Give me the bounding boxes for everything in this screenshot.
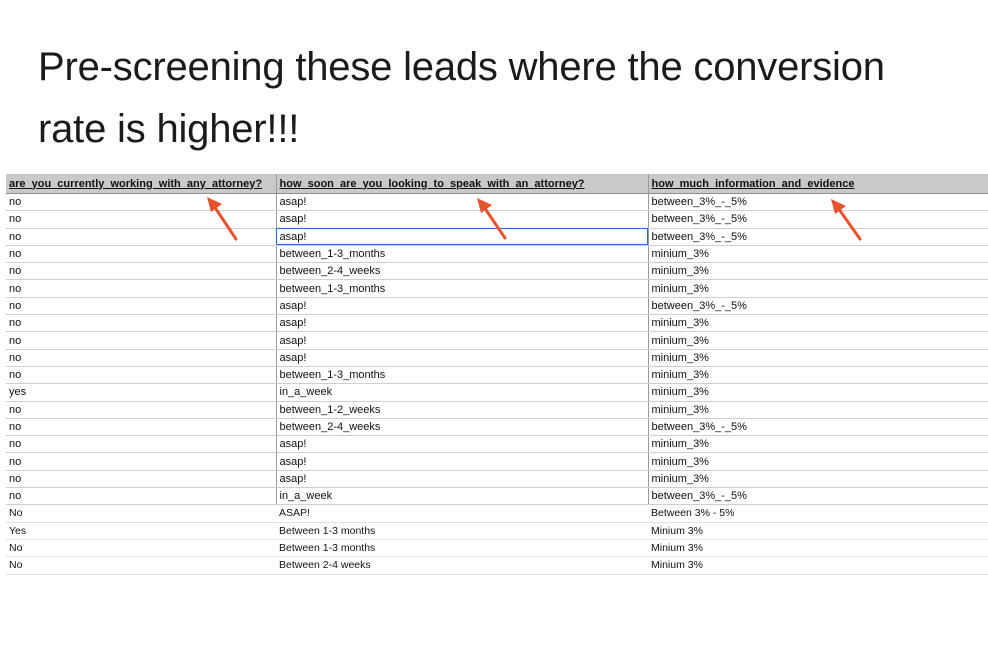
cell-attorney[interactable]: no bbox=[6, 470, 276, 487]
cell-attorney[interactable]: no bbox=[6, 349, 276, 366]
cell-how-soon[interactable]: between_1-3_months bbox=[276, 245, 648, 262]
cell-information[interactable]: Between 3% - 5% bbox=[648, 505, 988, 522]
cell-attorney[interactable]: no bbox=[6, 245, 276, 262]
cell-information[interactable]: between_3%_-_5% bbox=[648, 194, 988, 211]
cell-how-soon[interactable]: asap! bbox=[276, 228, 648, 245]
cell-how-soon[interactable]: in_a_week bbox=[276, 488, 648, 505]
table-row bbox=[6, 488, 988, 505]
table-row bbox=[6, 245, 988, 262]
cell-attorney[interactable]: no bbox=[6, 453, 276, 470]
cell-attorney[interactable]: no bbox=[6, 297, 276, 314]
headline-line-1: Pre-screening these leads where the conversion bbox=[38, 45, 885, 89]
cell-information[interactable]: between_3%_-_5% bbox=[648, 488, 988, 505]
cell-how-soon[interactable]: Between 1-3 months bbox=[276, 539, 648, 556]
table-row bbox=[6, 263, 988, 280]
cell-information[interactable]: between_3%_-_5% bbox=[648, 297, 988, 314]
cell-how-soon[interactable]: asap! bbox=[276, 332, 648, 349]
table-row bbox=[6, 315, 988, 332]
table-row bbox=[6, 211, 988, 228]
cell-how-soon[interactable]: between_2-4_weeks bbox=[276, 263, 648, 280]
cell-how-soon[interactable]: asap! bbox=[276, 194, 648, 211]
cell-information[interactable]: minium_3% bbox=[648, 245, 988, 262]
table-row bbox=[6, 384, 988, 401]
cell-attorney[interactable]: No bbox=[6, 539, 276, 556]
cell-information[interactable]: minium_3% bbox=[648, 280, 988, 297]
cell-how-soon[interactable]: asap! bbox=[276, 211, 648, 228]
cell-attorney[interactable]: No bbox=[6, 557, 276, 574]
column-header-information[interactable]: how_much_information_and_evidence bbox=[648, 174, 988, 194]
cell-information[interactable]: minium_3% bbox=[648, 470, 988, 487]
cell-attorney[interactable]: no bbox=[6, 211, 276, 228]
header-row bbox=[6, 174, 988, 194]
cell-attorney[interactable]: yes bbox=[6, 384, 276, 401]
cell-information[interactable]: minium_3% bbox=[648, 453, 988, 470]
cell-how-soon[interactable]: Between 1-3 months bbox=[276, 522, 648, 539]
headline-line-2: rate is higher!!! bbox=[38, 107, 300, 151]
table-row bbox=[6, 228, 988, 245]
cell-how-soon[interactable]: Between 2-4 weeks bbox=[276, 557, 648, 574]
cell-information[interactable]: minium_3% bbox=[648, 401, 988, 418]
table-row bbox=[6, 453, 988, 470]
cell-information[interactable]: minium_3% bbox=[648, 366, 988, 383]
cell-attorney[interactable]: no bbox=[6, 315, 276, 332]
leads-table bbox=[6, 174, 988, 575]
cell-how-soon[interactable]: between_1-2_weeks bbox=[276, 401, 648, 418]
cell-how-soon[interactable]: asap! bbox=[276, 315, 648, 332]
table-row bbox=[6, 557, 988, 574]
cell-information[interactable]: between_3%_-_5% bbox=[648, 211, 988, 228]
table-row bbox=[6, 436, 988, 453]
cell-how-soon[interactable]: asap! bbox=[276, 297, 648, 314]
cell-attorney[interactable]: no bbox=[6, 366, 276, 383]
spreadsheet bbox=[6, 174, 988, 575]
cell-information[interactable]: Minium 3% bbox=[648, 539, 988, 556]
cell-attorney[interactable]: no bbox=[6, 263, 276, 280]
table-row bbox=[6, 280, 988, 297]
cell-how-soon[interactable]: asap! bbox=[276, 436, 648, 453]
table-row bbox=[6, 297, 988, 314]
cell-attorney[interactable]: no bbox=[6, 436, 276, 453]
cell-attorney[interactable]: no bbox=[6, 194, 276, 211]
cell-information[interactable]: minium_3% bbox=[648, 349, 988, 366]
cell-attorney[interactable]: no bbox=[6, 228, 276, 245]
cell-attorney[interactable]: no bbox=[6, 332, 276, 349]
cell-attorney[interactable]: no bbox=[6, 280, 276, 297]
table-row bbox=[6, 401, 988, 418]
cell-attorney[interactable]: No bbox=[6, 505, 276, 522]
cell-how-soon[interactable]: ASAP! bbox=[276, 505, 648, 522]
cell-information[interactable]: between_3%_-_5% bbox=[648, 228, 988, 245]
cell-attorney[interactable]: no bbox=[6, 418, 276, 435]
headline bbox=[38, 36, 958, 160]
table-row bbox=[6, 539, 988, 556]
cell-information[interactable]: minium_3% bbox=[648, 384, 988, 401]
table-row bbox=[6, 332, 988, 349]
table-row bbox=[6, 470, 988, 487]
cell-information[interactable]: minium_3% bbox=[648, 332, 988, 349]
cell-attorney[interactable]: Yes bbox=[6, 522, 276, 539]
table-row bbox=[6, 366, 988, 383]
cell-information[interactable]: minium_3% bbox=[648, 436, 988, 453]
cell-how-soon[interactable]: in_a_week bbox=[276, 384, 648, 401]
cell-information[interactable]: between_3%_-_5% bbox=[648, 418, 988, 435]
column-header-how-soon[interactable]: how_soon_are_you_looking_to_speak_with_an_attorney? bbox=[276, 174, 648, 194]
cell-how-soon[interactable]: asap! bbox=[276, 470, 648, 487]
table-row bbox=[6, 194, 988, 211]
cell-how-soon[interactable]: between_1-3_months bbox=[276, 366, 648, 383]
cell-information[interactable]: Minium 3% bbox=[648, 557, 988, 574]
cell-how-soon[interactable]: between_2-4_weeks bbox=[276, 418, 648, 435]
cell-how-soon[interactable]: asap! bbox=[276, 453, 648, 470]
table-row bbox=[6, 505, 988, 522]
cell-how-soon[interactable]: asap! bbox=[276, 349, 648, 366]
table-row bbox=[6, 522, 988, 539]
cell-attorney[interactable]: no bbox=[6, 401, 276, 418]
cell-information[interactable]: minium_3% bbox=[648, 315, 988, 332]
cell-how-soon[interactable]: between_1-3_months bbox=[276, 280, 648, 297]
cell-attorney[interactable]: no bbox=[6, 488, 276, 505]
cell-information[interactable]: minium_3% bbox=[648, 263, 988, 280]
cell-information[interactable]: Minium 3% bbox=[648, 522, 988, 539]
table-row bbox=[6, 349, 988, 366]
column-header-attorney[interactable]: are_you_currently_working_with_any_attorney? bbox=[6, 174, 276, 194]
table-row bbox=[6, 418, 988, 435]
